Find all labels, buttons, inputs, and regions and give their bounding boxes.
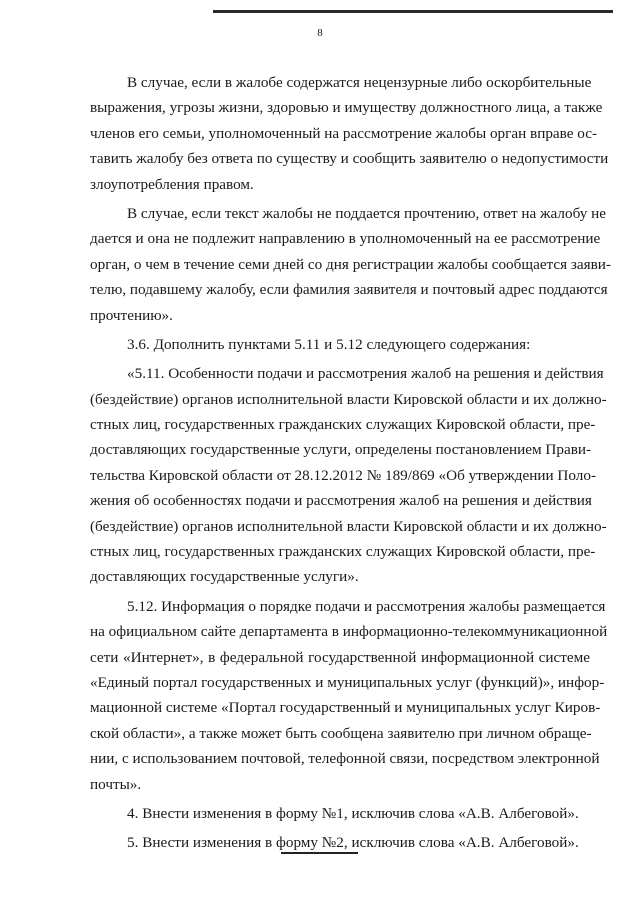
paragraph [90,201,611,328]
end-of-text-rule [281,852,358,854]
text-line: членов его семьи, уполномоченный на рассмотрение жалобы орган вправе ос- [90,124,598,142]
text-line: В случае, если текст жалобы не поддается прочтению, ответ на жалобу не [127,204,607,222]
text-line: «Единый портал государственных и муниципальных услуг (функций)», инфор- [90,673,605,691]
text-line: 3.6. Дополнить пунктами 5.11 и 5.12 следующего содержания: [127,335,531,353]
paragraph [90,594,608,797]
text-line: прочтению». [90,306,173,324]
text-line: доставляющих государственные услуги». [90,568,359,586]
text-line: тельства Кировской области от 28.12.2012 № 189/869 «Об утверждении Поло- [90,466,597,484]
paragraph [90,70,609,197]
text-line: сети «Интернет», в федеральной государственной информационной системе [90,648,590,666]
text-line: 5.12. Информация о порядке подачи и рассмотрения жалобы размещается [127,597,606,615]
document-body [90,70,611,856]
text-line: мационной системе «Портал государственный и муниципальных услуг Киров- [90,699,601,717]
text-line: «5.11. Особенности подачи и рассмотрения жалоб на решения и действия [127,365,604,383]
text-line: стных лиц, государственных гражданских служащих Кировской области, пре- [90,543,596,561]
text-line: В случае, если в жалобе содержатся нецензурные либо оскорбительные [127,74,592,91]
text-line: выражения, угрозы жизни, здоровью и имуществу должностного лица, а также [90,99,603,117]
paragraph [90,332,590,357]
text-line: (бездействие) органов исполнительной власти Кировской области и их должно- [90,390,607,408]
text-line: стных лиц, государственных гражданских служащих Кировской области, пре- [90,416,596,434]
text-line: на официальном сайте департамента в информационно-телекоммуникационной [90,623,608,641]
text-line: тавить жалобу без ответа по существу и сообщить заявителю о недопустимости [90,150,609,168]
text-line: жения об особенностях подачи и рассмотрения жалоб на решения и действия [90,492,592,510]
page-number: 8 [317,27,323,39]
text-line: почты». [90,775,142,793]
text-line: орган, о чем в течение семи дней со дня регистрации жалобы сообщается заяви- [90,255,611,273]
paragraph [90,801,590,826]
text-line: телю, подавшему жалобу, если фамилия заявителя и почтовый адрес поддаются [90,281,608,299]
text-line: злоупотребления правом. [90,175,254,193]
text-line: доставляющих государственные услуги, определены постановлением Прави- [90,441,592,459]
text-line: (бездействие) органов исполнительной власти Кировской области и их должно- [90,517,607,535]
text-line: 4. Внести изменения в форму №1, исключив слова «А.В. Албеговой». [127,804,579,822]
text-line: нии, с использованием почтовой, телефонной связи, посредством электронной [90,750,600,768]
text-line: дается и она не подлежит направлению в уполномоченный на ее рассмотрение [90,230,601,248]
paragraph [90,361,607,590]
scan-edge-rule [213,10,613,13]
text-line: ской области», а также может быть сообщена заявителю при личном обраще- [90,724,592,742]
text-line: 5. Внести изменения в форму №2, исключив слова «А.В. Албеговой». [127,834,579,852]
